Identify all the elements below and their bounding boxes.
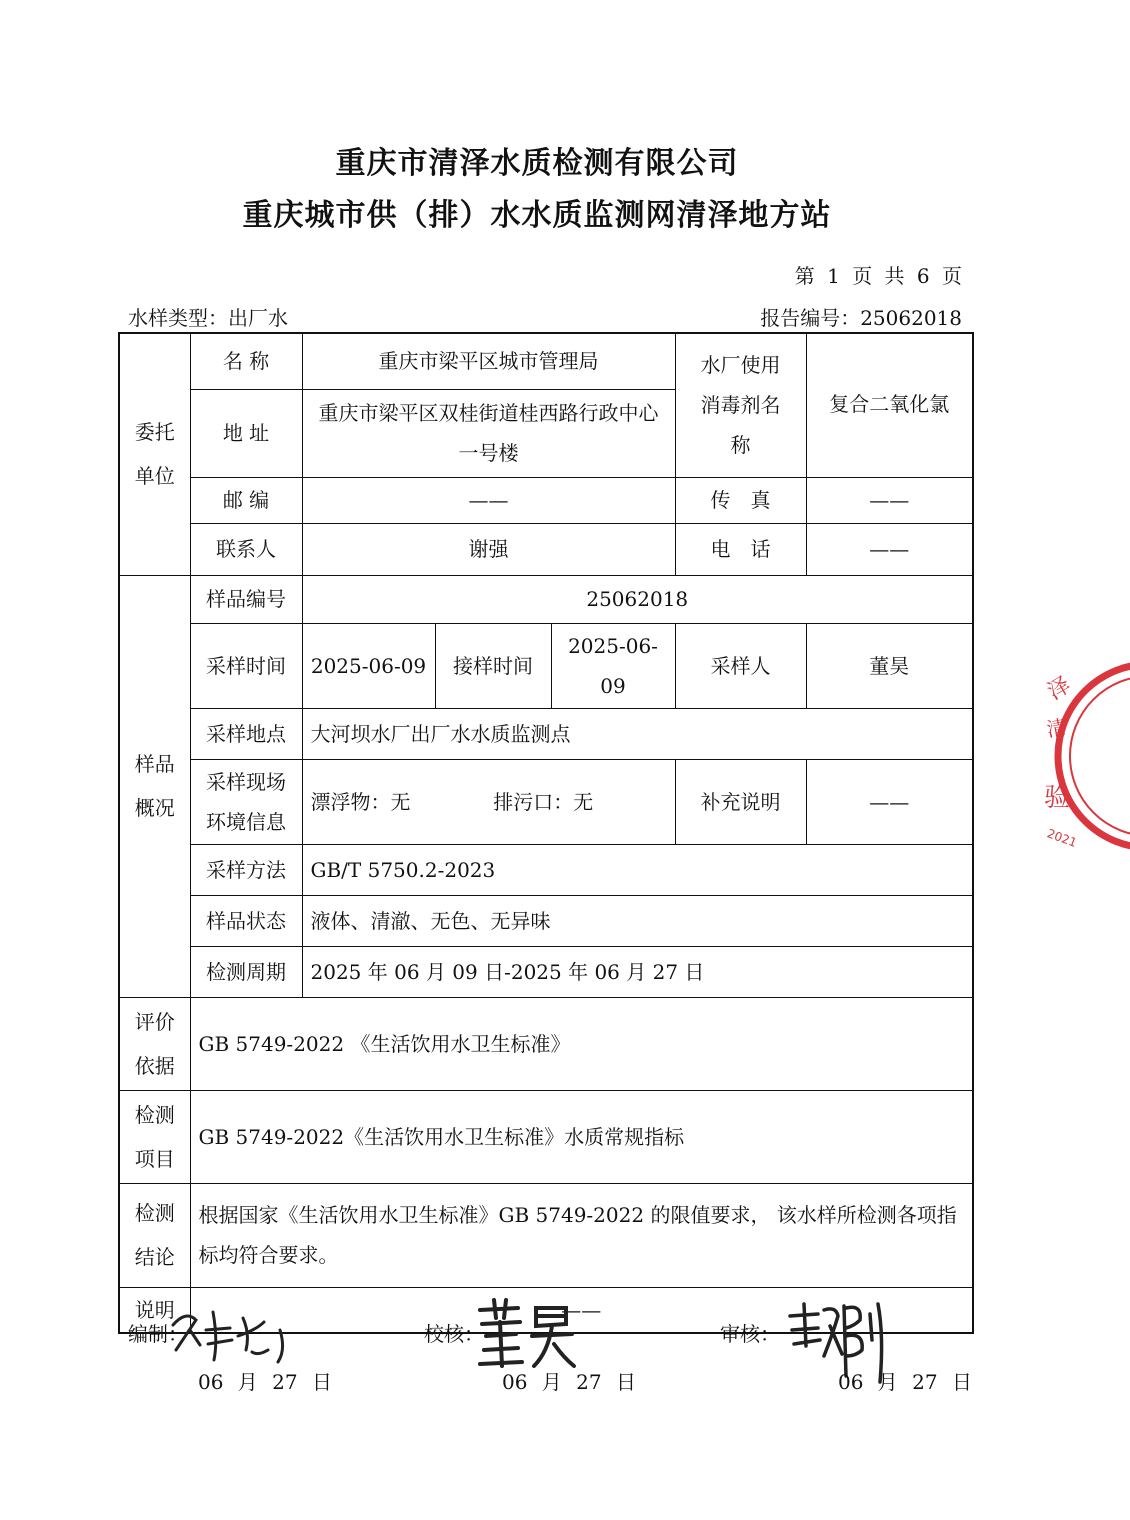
checked-signature [474, 1296, 584, 1376]
svg-text:泽: 泽 [1043, 672, 1076, 706]
supplement-label: 补充说明 [675, 759, 806, 844]
disinfectant-value: 复合二氧化氯 [806, 333, 973, 477]
conclusion-label: 检测结论 [119, 1183, 190, 1287]
phone-label: 电 话 [675, 523, 806, 575]
notes-value: —— [190, 1287, 973, 1333]
name-label: 名 称 [190, 333, 302, 389]
supplement-value: —— [806, 759, 973, 844]
station-title: 重庆城市供（排）水水质监测网清泽地方站 [242, 198, 832, 233]
disinfectant-label: 水厂使用消毒剂名称 [675, 333, 806, 477]
prepared-signature [168, 1300, 298, 1370]
sample-section-label: 样品概况 [119, 575, 190, 997]
svg-text:验: 验 [1044, 783, 1071, 813]
client-section-label: 委托单位 [119, 333, 190, 575]
state-label: 样品状态 [190, 895, 302, 946]
address-label: 地 址 [190, 389, 302, 477]
notes-label: 说明 [119, 1287, 190, 1333]
svg-text:清: 清 [1044, 714, 1069, 742]
state-value: 液体、清澈、无色、无异味 [302, 895, 973, 946]
report-table [118, 332, 974, 1334]
client-address: 重庆市梁平区双桂街道桂西路行政中心一号楼 [302, 389, 675, 477]
checked-date: 06 月 27 日 [502, 1370, 636, 1394]
location-value: 大河坝水厂出厂水水质监测点 [302, 708, 973, 759]
sample-type: 水样类型：出厂水 [128, 306, 288, 330]
phone-value: —— [806, 523, 973, 575]
company-title: 重庆市清泽水质检测有限公司 [335, 146, 739, 181]
items-label: 检测项目 [119, 1090, 190, 1183]
period-label: 检测周期 [190, 946, 302, 997]
sample-id-value: 25062018 [302, 575, 973, 623]
sampler-value: 董昊 [806, 623, 973, 708]
approved-label: 审核： [720, 1322, 780, 1346]
method-label: 采样方法 [190, 844, 302, 895]
env-outlet: 排污口：无 [493, 789, 594, 814]
conclusion-value: 根据国家《生活饮用水卫生标准》GB 5749-2022 的限值要求， 该水样所检测各项指标均符合要求。 [190, 1183, 973, 1287]
receive-time-value: 2025-06-09 [551, 623, 675, 708]
contact-label: 联系人 [190, 523, 302, 575]
fax-value: —— [806, 477, 973, 523]
items-value: GB 5749-2022《生活饮用水卫生标准》水质常规指标 [190, 1090, 973, 1183]
sampler-label: 采样人 [675, 623, 806, 708]
env-label: 采样现场环境信息 [190, 759, 302, 844]
svg-text:2021: 2021 [1045, 826, 1079, 850]
sampling-time-value: 2025-06-09 [302, 623, 435, 708]
postcode-value: —— [302, 477, 675, 523]
contact-value: 谢强 [302, 523, 675, 575]
fax-label: 传 真 [675, 477, 806, 523]
approved-date: 06 月 27 日 [838, 1370, 972, 1394]
prepared-label: 编制： [128, 1322, 188, 1346]
sampling-time-label: 采样时间 [190, 623, 302, 708]
evaluation-label: 评价依据 [119, 997, 190, 1090]
prepared-date: 06 月 27 日 [198, 1370, 332, 1394]
receive-time-label: 接样时间 [435, 623, 551, 708]
checked-label: 校核： [424, 1322, 484, 1346]
env-value [302, 759, 675, 844]
location-label: 采样地点 [190, 708, 302, 759]
evaluation-value: GB 5749-2022 《生活饮用水卫生标准》 [190, 997, 973, 1090]
period-value: 2025 年 06 月 09 日-2025 年 06 月 27 日 [302, 946, 973, 997]
method-value: GB/T 5750.2-2023 [302, 844, 973, 895]
report-number: 报告编号：25062018 [760, 306, 962, 330]
postcode-label: 邮 编 [190, 477, 302, 523]
env-floating: 漂浮物：无 [310, 789, 411, 814]
page-info: 第 1 页 共 6 页 [794, 264, 962, 288]
sample-id-label: 样品编号 [190, 575, 302, 623]
client-name: 重庆市梁平区城市管理局 [302, 333, 675, 389]
company-seal [1040, 656, 1130, 856]
